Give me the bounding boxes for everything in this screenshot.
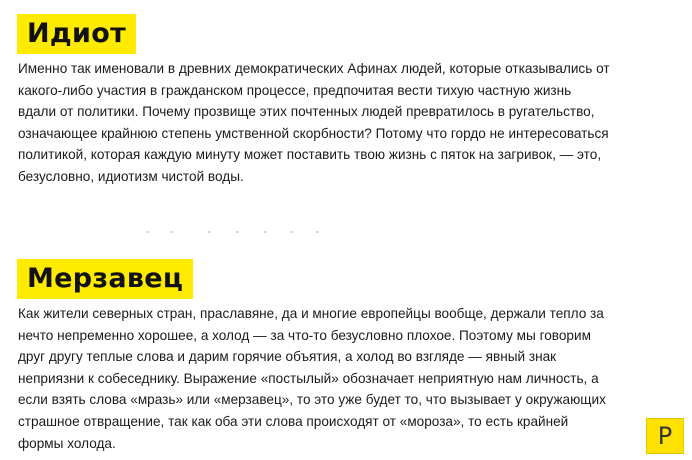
site-logo-icon — [646, 418, 684, 454]
section-paragraph-merzavets — [18, 303, 683, 454]
logo-letter: Р — [657, 422, 673, 450]
paragraph-line: страшное отвращение, так как оба эти слова происходят от «мороза», то есть крайней — [18, 413, 569, 429]
paragraph-line: Именно так именовали в древних демократических Афинах людей, которые отказывались от — [18, 61, 610, 76]
paragraph-line: означающее крайнюю степень умственной скорбности? Потому что гордо не интересоваться — [18, 125, 609, 141]
section-heading-merzavets: Мерзавец — [17, 259, 193, 299]
paragraph-line: вдали от политики. Почему прозвище этих почтенных людей превратилось в ругательство, — [18, 104, 595, 120]
paragraph-line: политикой, которая каждую минуту может поставить твою жизнь с пяток на загривок, — это, — [18, 147, 602, 163]
paragraph-line: нечто непременно хорошее, а холод — за что-то безусловно плохое. Поэтому мы говорим — [18, 327, 591, 343]
paragraph-line: какого-либо участия в гражданском процессе, предпочитая вести тихую частную жизнь — [18, 82, 572, 98]
paragraph-line: Как жители северных стран, праславяне, да и многие европейцы вообще, держали тепло за — [18, 306, 604, 321]
paragraph-line: друг другу теплые слова и дарим горячие объятия, а холод во взгляде — явный знак — [18, 349, 557, 365]
faint-divider-dots — [140, 231, 320, 235]
section-paragraph-idiot — [18, 58, 683, 188]
paragraph-line: формы холода. — [18, 435, 116, 451]
paragraph-line: неприязни к собеседнику. Выражение «постылый» обозначает неприятную нам личность, а — [18, 370, 599, 386]
section-heading-idiot: Идиот — [17, 14, 136, 54]
paragraph-line: безусловно, идиотизм чистой воды. — [18, 168, 244, 184]
paragraph-line: если взять слова «мразь» или «мерзавец», то это уже будет то, что вызывает у окружающих — [18, 392, 606, 408]
